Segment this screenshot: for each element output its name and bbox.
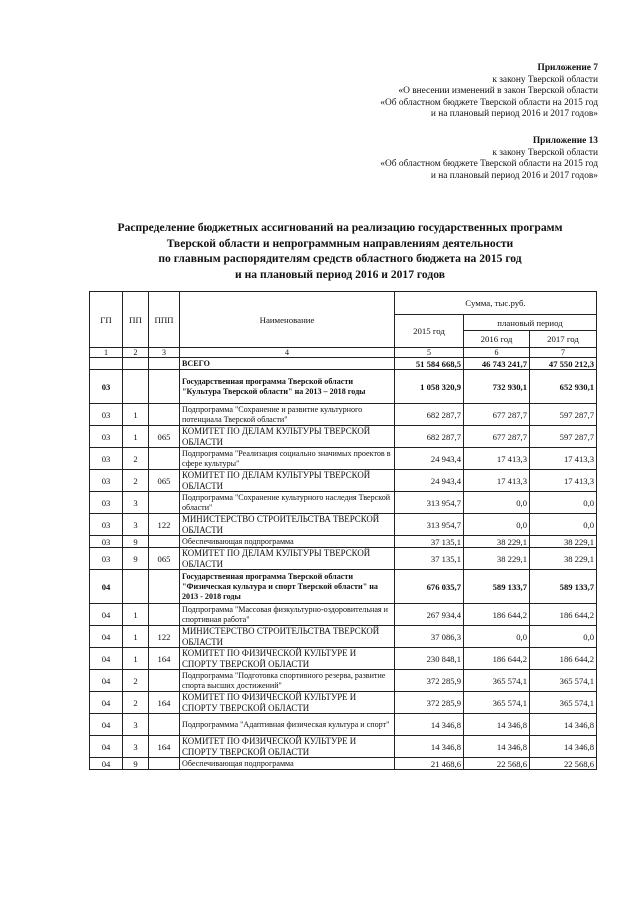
table-row: [90, 570, 597, 604]
cell-gp: [90, 358, 123, 370]
table-row: [90, 426, 597, 448]
table-row: [90, 604, 597, 626]
cell-name: МИНИСТЕРСТВО СТРОИТЕЛЬСТВА ТВЕРСКОЙ ОБЛАСТИ: [180, 626, 395, 648]
cell-ppp: [149, 492, 180, 514]
table-row: [90, 648, 597, 670]
cell-name: КОМИТЕТ ПО ФИЗИЧЕСКОЙ КУЛЬТУРЕ И СПОРТУ ТВЕРСКОЙ ОБЛАСТИ: [180, 648, 395, 670]
cell-2016: 17 413,3: [464, 470, 530, 492]
cell-name: КОМИТЕТ ПО ДЕЛАМ КУЛЬТУРЫ ТВЕРСКОЙ ОБЛАСТИ: [180, 548, 395, 570]
cell-2015: 14 346,8: [395, 714, 464, 736]
cell-2016: 0,0: [464, 626, 530, 648]
table-row: [90, 358, 597, 370]
cell-pp: 1: [123, 626, 149, 648]
cell-2017: 38 229,1: [530, 548, 597, 570]
title-line: Тверской области и непрограммным направлениям деятельности: [166, 236, 514, 250]
index-cell: 3: [149, 348, 180, 358]
cell-2016: 365 574,1: [464, 692, 530, 714]
cell-gp: 04: [90, 626, 123, 648]
cell-pp: 2: [123, 448, 149, 470]
appendix-7-header: [298, 63, 598, 121]
cell-pp: 1: [123, 648, 149, 670]
table-body: [90, 358, 597, 770]
cell-2015: 267 934,4: [395, 604, 464, 626]
header-sum: Сумма, тыс.руб.: [395, 292, 597, 315]
cell-pp: 2: [123, 470, 149, 492]
cell-ppp: [149, 670, 180, 692]
cell-2015: 21 468,6: [395, 758, 464, 770]
cell-ppp: [149, 714, 180, 736]
table-row: [90, 548, 597, 570]
cell-2017: 47 550 212,3: [530, 358, 597, 370]
appendix-line: к закону Тверской области: [492, 74, 598, 85]
table-row: [90, 514, 597, 536]
index-cell: 6: [464, 348, 530, 358]
table-row: [90, 370, 597, 404]
appendix-line: и на плановый период 2016 и 2017 годов»: [430, 109, 598, 120]
cell-2016: 0,0: [464, 514, 530, 536]
budget-table: [89, 291, 597, 770]
cell-2016: 14 346,8: [464, 714, 530, 736]
cell-2015: 14 346,8: [395, 736, 464, 758]
cell-gp: 03: [90, 548, 123, 570]
cell-ppp: 065: [149, 426, 180, 448]
column-index-row: [90, 348, 597, 358]
cell-2016: 186 644,2: [464, 604, 530, 626]
header-2017: 2017 год: [530, 331, 597, 348]
table-row: [90, 626, 597, 648]
cell-2015: 24 943,4: [395, 470, 464, 492]
index-cell: 2: [123, 348, 149, 358]
cell-2015: 313 954,7: [395, 514, 464, 536]
appendix-line: «Об областном бюджете Тверской области на 2015 год: [380, 97, 598, 108]
cell-pp: 9: [123, 758, 149, 770]
cell-gp: 03: [90, 370, 123, 404]
cell-gp: 03: [90, 404, 123, 426]
cell-2015: 24 943,4: [395, 448, 464, 470]
cell-name: Подпрограмма "Подготовка спортивного резерва, развитие спорта высших достижений": [180, 670, 395, 692]
table-row: [90, 758, 597, 770]
cell-2016: 365 574,1: [464, 670, 530, 692]
cell-2015: 313 954,7: [395, 492, 464, 514]
cell-2016: 46 743 241,7: [464, 358, 530, 370]
document-title: [60, 220, 620, 282]
cell-name: ВСЕГО: [180, 358, 395, 370]
budget-table-container: [89, 291, 596, 770]
index-cell: 1: [90, 348, 123, 358]
cell-pp: [123, 370, 149, 404]
cell-2017: 186 644,2: [530, 604, 597, 626]
header-pp: ПП: [123, 292, 149, 348]
index-cell: 4: [180, 348, 395, 358]
cell-pp: 1: [123, 404, 149, 426]
cell-2015: 37 086,3: [395, 626, 464, 648]
cell-gp: 04: [90, 648, 123, 670]
header-2015: 2015 год: [395, 315, 464, 348]
cell-gp: 03: [90, 470, 123, 492]
cell-2017: 652 930,1: [530, 370, 597, 404]
cell-2016: 677 287,7: [464, 426, 530, 448]
cell-2017: 14 346,8: [530, 736, 597, 758]
appendix-title: Приложение 7: [537, 63, 598, 73]
cell-2015: 676 035,7: [395, 570, 464, 604]
cell-2017: 17 413,3: [530, 470, 597, 492]
cell-pp: 3: [123, 492, 149, 514]
cell-2017: 0,0: [530, 514, 597, 536]
table-row: [90, 448, 597, 470]
title-line: и на плановый период 2016 и 2017 годов: [234, 267, 446, 281]
cell-ppp: [149, 604, 180, 626]
cell-2017: 365 574,1: [530, 692, 597, 714]
cell-ppp: 164: [149, 648, 180, 670]
cell-name: Подпрограмма "Реализация социально значимых проектов в сфере культуры": [180, 448, 395, 470]
header-ppp: ППП: [149, 292, 180, 348]
table-row: [90, 736, 597, 758]
cell-name: КОМИТЕТ ПО ФИЗИЧЕСКОЙ КУЛЬТУРЕ И СПОРТУ ТВЕРСКОЙ ОБЛАСТИ: [180, 692, 395, 714]
cell-gp: 03: [90, 426, 123, 448]
table-row: [90, 670, 597, 692]
cell-ppp: 122: [149, 514, 180, 536]
appendix-line: к закону Тверской области: [492, 147, 598, 158]
cell-2016: 17 413,3: [464, 448, 530, 470]
cell-2017: 0,0: [530, 492, 597, 514]
cell-name: Обеспечивающая подпрограмма: [180, 758, 395, 770]
cell-pp: 1: [123, 604, 149, 626]
cell-name: МИНИСТЕРСТВО СТРОИТЕЛЬСТВА ТВЕРСКОЙ ОБЛАСТИ: [180, 514, 395, 536]
cell-pp: 3: [123, 736, 149, 758]
cell-ppp: 164: [149, 692, 180, 714]
header-name: Наименование: [180, 292, 395, 348]
cell-2016: 22 568,6: [464, 758, 530, 770]
appendix-line: «Об областном бюджете Тверской области на 2015 год: [380, 159, 598, 170]
cell-2016: 677 287,7: [464, 404, 530, 426]
cell-pp: 9: [123, 536, 149, 548]
cell-ppp: [149, 404, 180, 426]
cell-gp: 03: [90, 492, 123, 514]
table-row: [90, 492, 597, 514]
cell-pp: 9: [123, 548, 149, 570]
cell-2015: 682 287,7: [395, 404, 464, 426]
cell-2016: 38 229,1: [464, 536, 530, 548]
cell-name: Подпрограмма "Сохранение и развитие культурного потенциала Тверской области": [180, 404, 395, 426]
cell-name: Подпрограмма "Массовая физкультурно-оздоровительная и спортивная работа": [180, 604, 395, 626]
cell-gp: 04: [90, 692, 123, 714]
cell-name: КОМИТЕТ ПО ФИЗИЧЕСКОЙ КУЛЬТУРЕ И СПОРТУ ТВЕРСКОЙ ОБЛАСТИ: [180, 736, 395, 758]
cell-2017: 365 574,1: [530, 670, 597, 692]
cell-2017: 22 568,6: [530, 758, 597, 770]
appendix-line: «О внесении изменений в закон Тверской области: [398, 86, 598, 97]
cell-ppp: 065: [149, 548, 180, 570]
cell-pp: 1: [123, 426, 149, 448]
cell-gp: 04: [90, 758, 123, 770]
cell-2017: 14 346,8: [530, 714, 597, 736]
cell-2015: 51 584 668,5: [395, 358, 464, 370]
cell-pp: 3: [123, 714, 149, 736]
cell-name: Государственная программа Тверской области "Физическая культура и спорт Тверской области" на 2013 - 2018 годы: [180, 570, 395, 604]
cell-pp: 2: [123, 670, 149, 692]
table-row: [90, 404, 597, 426]
cell-pp: [123, 570, 149, 604]
cell-2016: 38 229,1: [464, 548, 530, 570]
header-2016: 2016 год: [464, 331, 530, 348]
appendix-title: Приложение 13: [532, 136, 598, 146]
cell-2017: 597 287,7: [530, 426, 597, 448]
cell-2017: 38 229,1: [530, 536, 597, 548]
cell-gp: 03: [90, 536, 123, 548]
cell-2015: 230 848,1: [395, 648, 464, 670]
cell-name: Государственная программа Тверской области "Культура Тверской области" на 2013 – 2018 годы: [180, 370, 395, 404]
cell-name: КОМИТЕТ ПО ДЕЛАМ КУЛЬТУРЫ ТВЕРСКОЙ ОБЛАСТИ: [180, 470, 395, 492]
cell-2017: 17 413,3: [530, 448, 597, 470]
table-row: [90, 692, 597, 714]
cell-2015: 1 058 320,9: [395, 370, 464, 404]
cell-ppp: [149, 448, 180, 470]
cell-pp: 3: [123, 514, 149, 536]
cell-ppp: 122: [149, 626, 180, 648]
cell-2017: 0,0: [530, 626, 597, 648]
cell-2017: 597 287,7: [530, 404, 597, 426]
title-line: Распределение бюджетных ассигнований на реализацию государственных программ: [117, 221, 563, 234]
cell-2015: 37 135,1: [395, 536, 464, 548]
index-cell: 5: [395, 348, 464, 358]
cell-2016: 732 930,1: [464, 370, 530, 404]
cell-2015: 372 285,9: [395, 692, 464, 714]
cell-name: Подпрограммма "Адаптивная физическая культура и спорт": [180, 714, 395, 736]
cell-gp: 04: [90, 736, 123, 758]
cell-gp: 04: [90, 570, 123, 604]
cell-gp: 04: [90, 604, 123, 626]
header-gp: ГП: [90, 292, 123, 348]
cell-name: Подпрограмма "Сохранение культурного наследия Тверской области": [180, 492, 395, 514]
cell-2016: 14 346,8: [464, 736, 530, 758]
cell-2017: 186 644,2: [530, 648, 597, 670]
cell-2016: 186 644,2: [464, 648, 530, 670]
cell-2017: 589 133,7: [530, 570, 597, 604]
cell-ppp: [149, 758, 180, 770]
cell-ppp: 164: [149, 736, 180, 758]
cell-ppp: 065: [149, 470, 180, 492]
cell-2015: 37 135,1: [395, 548, 464, 570]
appendix-line: и на плановый период 2016 и 2017 годов»: [430, 170, 598, 181]
index-cell: 7: [530, 348, 597, 358]
table-row: [90, 536, 597, 548]
header-planned: плановый период: [464, 315, 597, 331]
cell-pp: [123, 358, 149, 370]
cell-ppp: [149, 358, 180, 370]
cell-2016: 589 133,7: [464, 570, 530, 604]
cell-2016: 0,0: [464, 492, 530, 514]
appendix-13-header: [298, 136, 598, 182]
cell-ppp: [149, 536, 180, 548]
cell-gp: 03: [90, 514, 123, 536]
cell-ppp: [149, 370, 180, 404]
cell-ppp: [149, 570, 180, 604]
cell-2015: 682 287,7: [395, 426, 464, 448]
cell-name: КОМИТЕТ ПО ДЕЛАМ КУЛЬТУРЫ ТВЕРСКОЙ ОБЛАСТИ: [180, 426, 395, 448]
title-line: по главным распорядителям средств областного бюджета на 2015 год: [158, 252, 522, 265]
cell-name: Обеспечивающая подпрограмма: [180, 536, 395, 548]
cell-pp: 2: [123, 692, 149, 714]
cell-2015: 372 285,9: [395, 670, 464, 692]
cell-gp: 04: [90, 714, 123, 736]
cell-gp: 04: [90, 670, 123, 692]
table-row: [90, 470, 597, 492]
table-row: [90, 714, 597, 736]
cell-gp: 03: [90, 448, 123, 470]
